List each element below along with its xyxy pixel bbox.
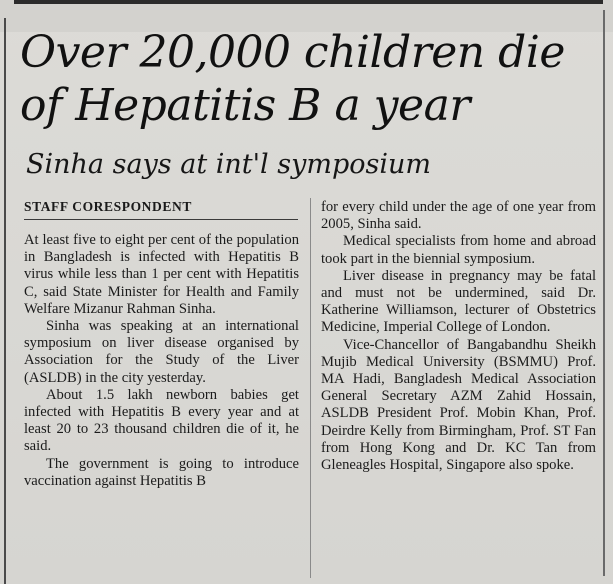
paragraph: Vice-Chancellor of Bangabandhu Sheikh Mujib Medical University (BSMMU) Prof. MA Hadi, Bangladesh Medical Association General Secretary AZM Zahid Hossain, ASLDB President Prof. Mobin Khan, Prof. Deirdre Kelly from Birmingham, Prof. ST Fan from Hong Kong and Dr. KC Tan from Gleneagles Hospital, Singapore also spoke.	[321, 336, 596, 474]
paragraph: The government is going to introduce vaccination against Hepatitis B	[24, 455, 299, 489]
byline: STAFF CORESPONDENT	[24, 199, 192, 214]
top-rule	[14, 0, 603, 4]
paragraph: Sinha was speaking at an international symposium on liver disease organised by Association for the Study of the Liver (ASLDB) in the city yesterday.	[24, 318, 299, 386]
column-divider	[310, 198, 311, 578]
article-column-right	[321, 199, 596, 474]
paragraph: for every child under the age of one year from 2005, Sinha said.	[321, 199, 596, 233]
paragraph: At least five to eight per cent of the population in Bangladesh is infected with Hepatitis B virus while less than 1 per cent with Hepatitis C, said State Minister for Health and Family Welfare Mizanur Rahman Sinha.	[24, 232, 299, 317]
article-column-left	[24, 232, 299, 490]
paragraph: Liver disease in pregnancy may be fatal and must not be undermined, said Dr. Katherine Williamson, lecturer of Obstetrics Medicine, Imperial College of London.	[321, 267, 596, 336]
paragraph: Medical specialists from home and abroad took part in the biennial symposium.	[321, 233, 596, 267]
byline-rule	[24, 219, 298, 220]
paragraph: About 1.5 lakh newborn babies get infected with Hepatitis B every year and at least 20 to 23 thousand children die of it, he said.	[24, 386, 299, 455]
headline: Over 20,000 children die of Hepatitis B a year	[20, 27, 565, 131]
right-border	[603, 10, 605, 576]
subheadline: Sinha says at int'l symposium	[26, 149, 432, 180]
left-border	[4, 18, 6, 584]
